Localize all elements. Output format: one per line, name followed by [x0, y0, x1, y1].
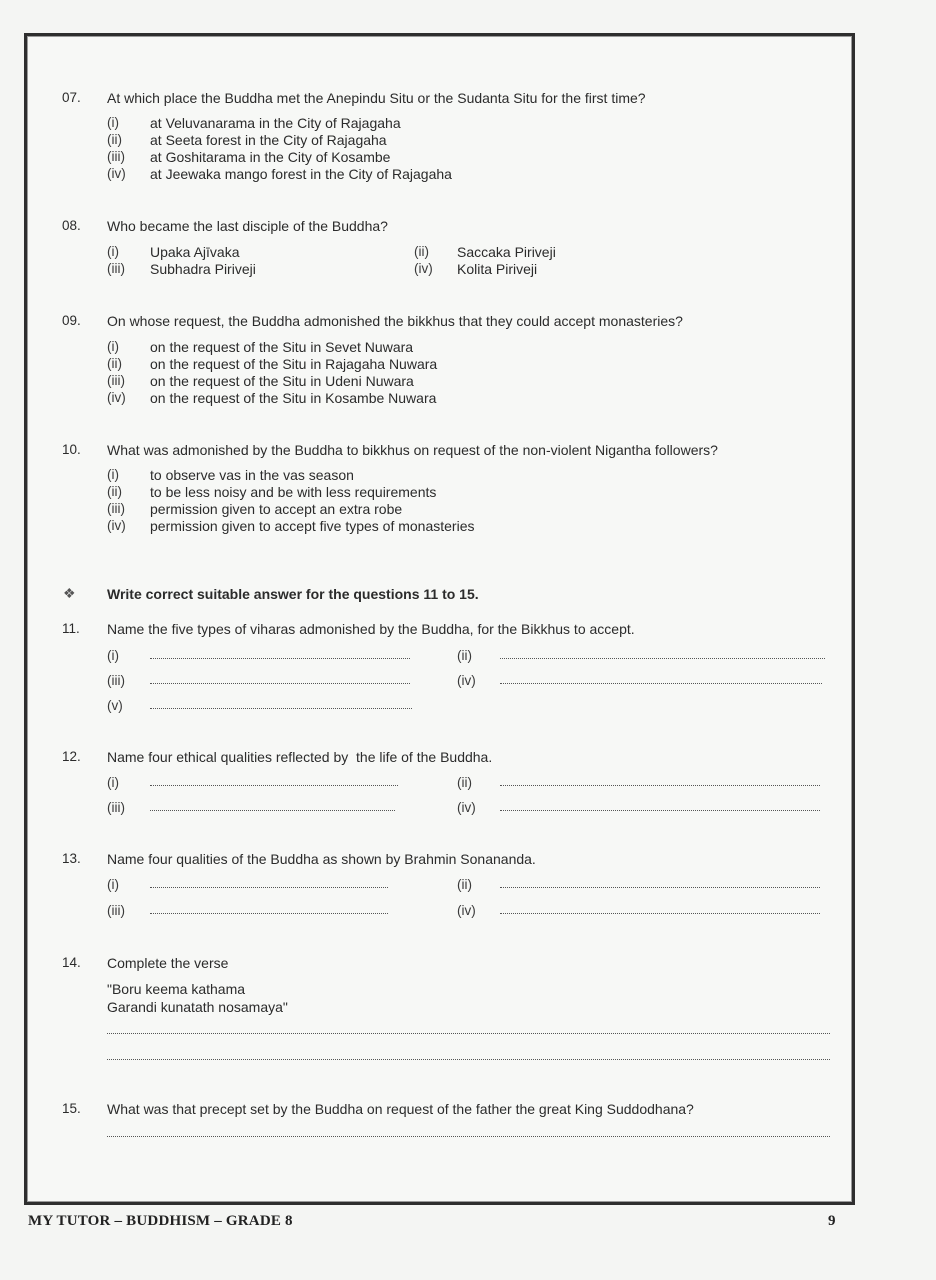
option-text: Upaka Ajīvaka — [150, 244, 240, 260]
answer-line[interactable] — [500, 683, 822, 684]
footer-title: MY TUTOR – BUDDHISM – GRADE 8 — [28, 1213, 293, 1229]
answer-label: (iii) — [107, 903, 125, 918]
option-text: on the request of the Situ in Kosambe Nuwara — [150, 390, 437, 406]
question-number: 08. — [62, 218, 81, 233]
answer-label: (i) — [107, 877, 119, 892]
question-number: 15. — [62, 1101, 81, 1116]
answer-line[interactable] — [500, 810, 820, 811]
answer-line[interactable] — [500, 658, 825, 659]
answer-label: (ii) — [457, 775, 472, 790]
option-label: (ii) — [107, 356, 122, 371]
option-text: Saccaka Piriveji — [457, 244, 556, 260]
option-label: (iii) — [107, 501, 125, 516]
option-text: permission given to accept an extra robe — [150, 501, 403, 517]
option-label: (iv) — [414, 261, 433, 276]
answer-label: (i) — [107, 648, 119, 663]
answer-label: (ii) — [457, 877, 472, 892]
option-text: on the request of the Situ in Udeni Nuwara — [150, 373, 414, 389]
instruction-text: Write correct suitable answer for the questions 11 to 15. — [107, 586, 479, 602]
answer-label: (iv) — [457, 800, 476, 815]
answer-line[interactable] — [150, 708, 412, 709]
question-text: Complete the verse — [107, 955, 229, 971]
answer-line[interactable] — [107, 1136, 830, 1137]
option-label: (i) — [107, 115, 119, 130]
option-text: Subhadra Piriveji — [150, 261, 256, 277]
option-label: (i) — [107, 339, 119, 354]
answer-line[interactable] — [150, 810, 395, 811]
answer-line[interactable] — [107, 1059, 830, 1060]
option-label: (i) — [107, 244, 119, 259]
answer-line[interactable] — [150, 658, 410, 659]
question-number: 13. — [62, 851, 81, 866]
question-text: On whose request, the Buddha admonished the bikkhus that they could accept monasteries? — [107, 313, 683, 329]
question-number: 09. — [62, 313, 81, 328]
option-label: (iv) — [107, 166, 126, 181]
verse-line: "Boru keema kathama — [107, 981, 246, 997]
page-number: 9 — [828, 1213, 836, 1229]
question-text: What was admonished by the Buddha to bikkhus on request of the non-violent Nigantha followers? — [107, 442, 718, 458]
option-label: (iii) — [107, 149, 125, 164]
question-number: 14. — [62, 955, 81, 970]
page-border-frame — [24, 33, 855, 1205]
question-text: Name four qualities of the Buddha as shown by Brahmin Sonananda. — [107, 851, 536, 867]
option-text: permission given to accept five types of monasteries — [150, 518, 475, 534]
option-text: to be less noisy and be with less requirements — [150, 484, 437, 500]
question-text: What was that precept set by the Buddha on request of the father the great King Suddodhana? — [107, 1101, 694, 1117]
answer-label: (i) — [107, 775, 119, 790]
option-label: (iv) — [107, 518, 126, 533]
answer-label: (iv) — [457, 673, 476, 688]
answer-line[interactable] — [500, 785, 820, 786]
option-text: on the request of the Situ in Rajagaha Nuwara — [150, 356, 438, 372]
question-number: 11. — [62, 621, 80, 636]
option-label: (iv) — [107, 390, 126, 405]
answer-label: (v) — [107, 698, 123, 713]
option-label: (iii) — [107, 373, 125, 388]
question-text: Who became the last disciple of the Buddha? — [107, 218, 388, 234]
question-number: 07. — [62, 90, 81, 105]
option-text: Kolita Piriveji — [457, 261, 538, 277]
answer-line[interactable] — [150, 887, 388, 888]
question-number: 10. — [62, 442, 81, 457]
option-label: (iii) — [107, 261, 125, 276]
answer-line[interactable] — [150, 683, 410, 684]
question-number: 12. — [62, 749, 81, 764]
answer-line[interactable] — [500, 887, 820, 888]
option-text: on the request of the Situ in Sevet Nuwara — [150, 339, 414, 355]
answer-line[interactable] — [150, 785, 398, 786]
option-text: at Veluvanarama in the City of Rajagaha — [150, 115, 401, 131]
answer-label: (iii) — [107, 800, 125, 815]
answer-line[interactable] — [500, 913, 820, 914]
option-text: at Goshitarama in the City of Kosambe — [150, 149, 391, 165]
option-label: (ii) — [414, 244, 429, 259]
answer-label: (ii) — [457, 648, 472, 663]
option-label: (ii) — [107, 484, 122, 499]
question-text: Name the five types of viharas admonished by the Buddha, for the Bikkhus to accept. — [107, 621, 635, 637]
option-text: at Jeewaka mango forest in the City of Rajagaha — [150, 166, 452, 182]
question-text: Name four ethical qualities reflected by the life of the Buddha. — [107, 749, 493, 765]
diamond-bullet-icon: ❖ — [63, 585, 76, 601]
answer-line[interactable] — [107, 1033, 830, 1034]
option-label: (i) — [107, 467, 119, 482]
option-text: to observe vas in the vas season — [150, 467, 354, 483]
answer-line[interactable] — [150, 913, 388, 914]
answer-label: (iv) — [457, 903, 476, 918]
option-text: at Seeta forest in the City of Rajagaha — [150, 132, 387, 148]
question-text: At which place the Buddha met the Anepindu Situ or the Sudanta Situ for the first time? — [107, 90, 646, 106]
option-label: (ii) — [107, 132, 122, 147]
answer-label: (iii) — [107, 673, 125, 688]
verse-line: Garandi kunatath nosamaya" — [107, 999, 288, 1015]
